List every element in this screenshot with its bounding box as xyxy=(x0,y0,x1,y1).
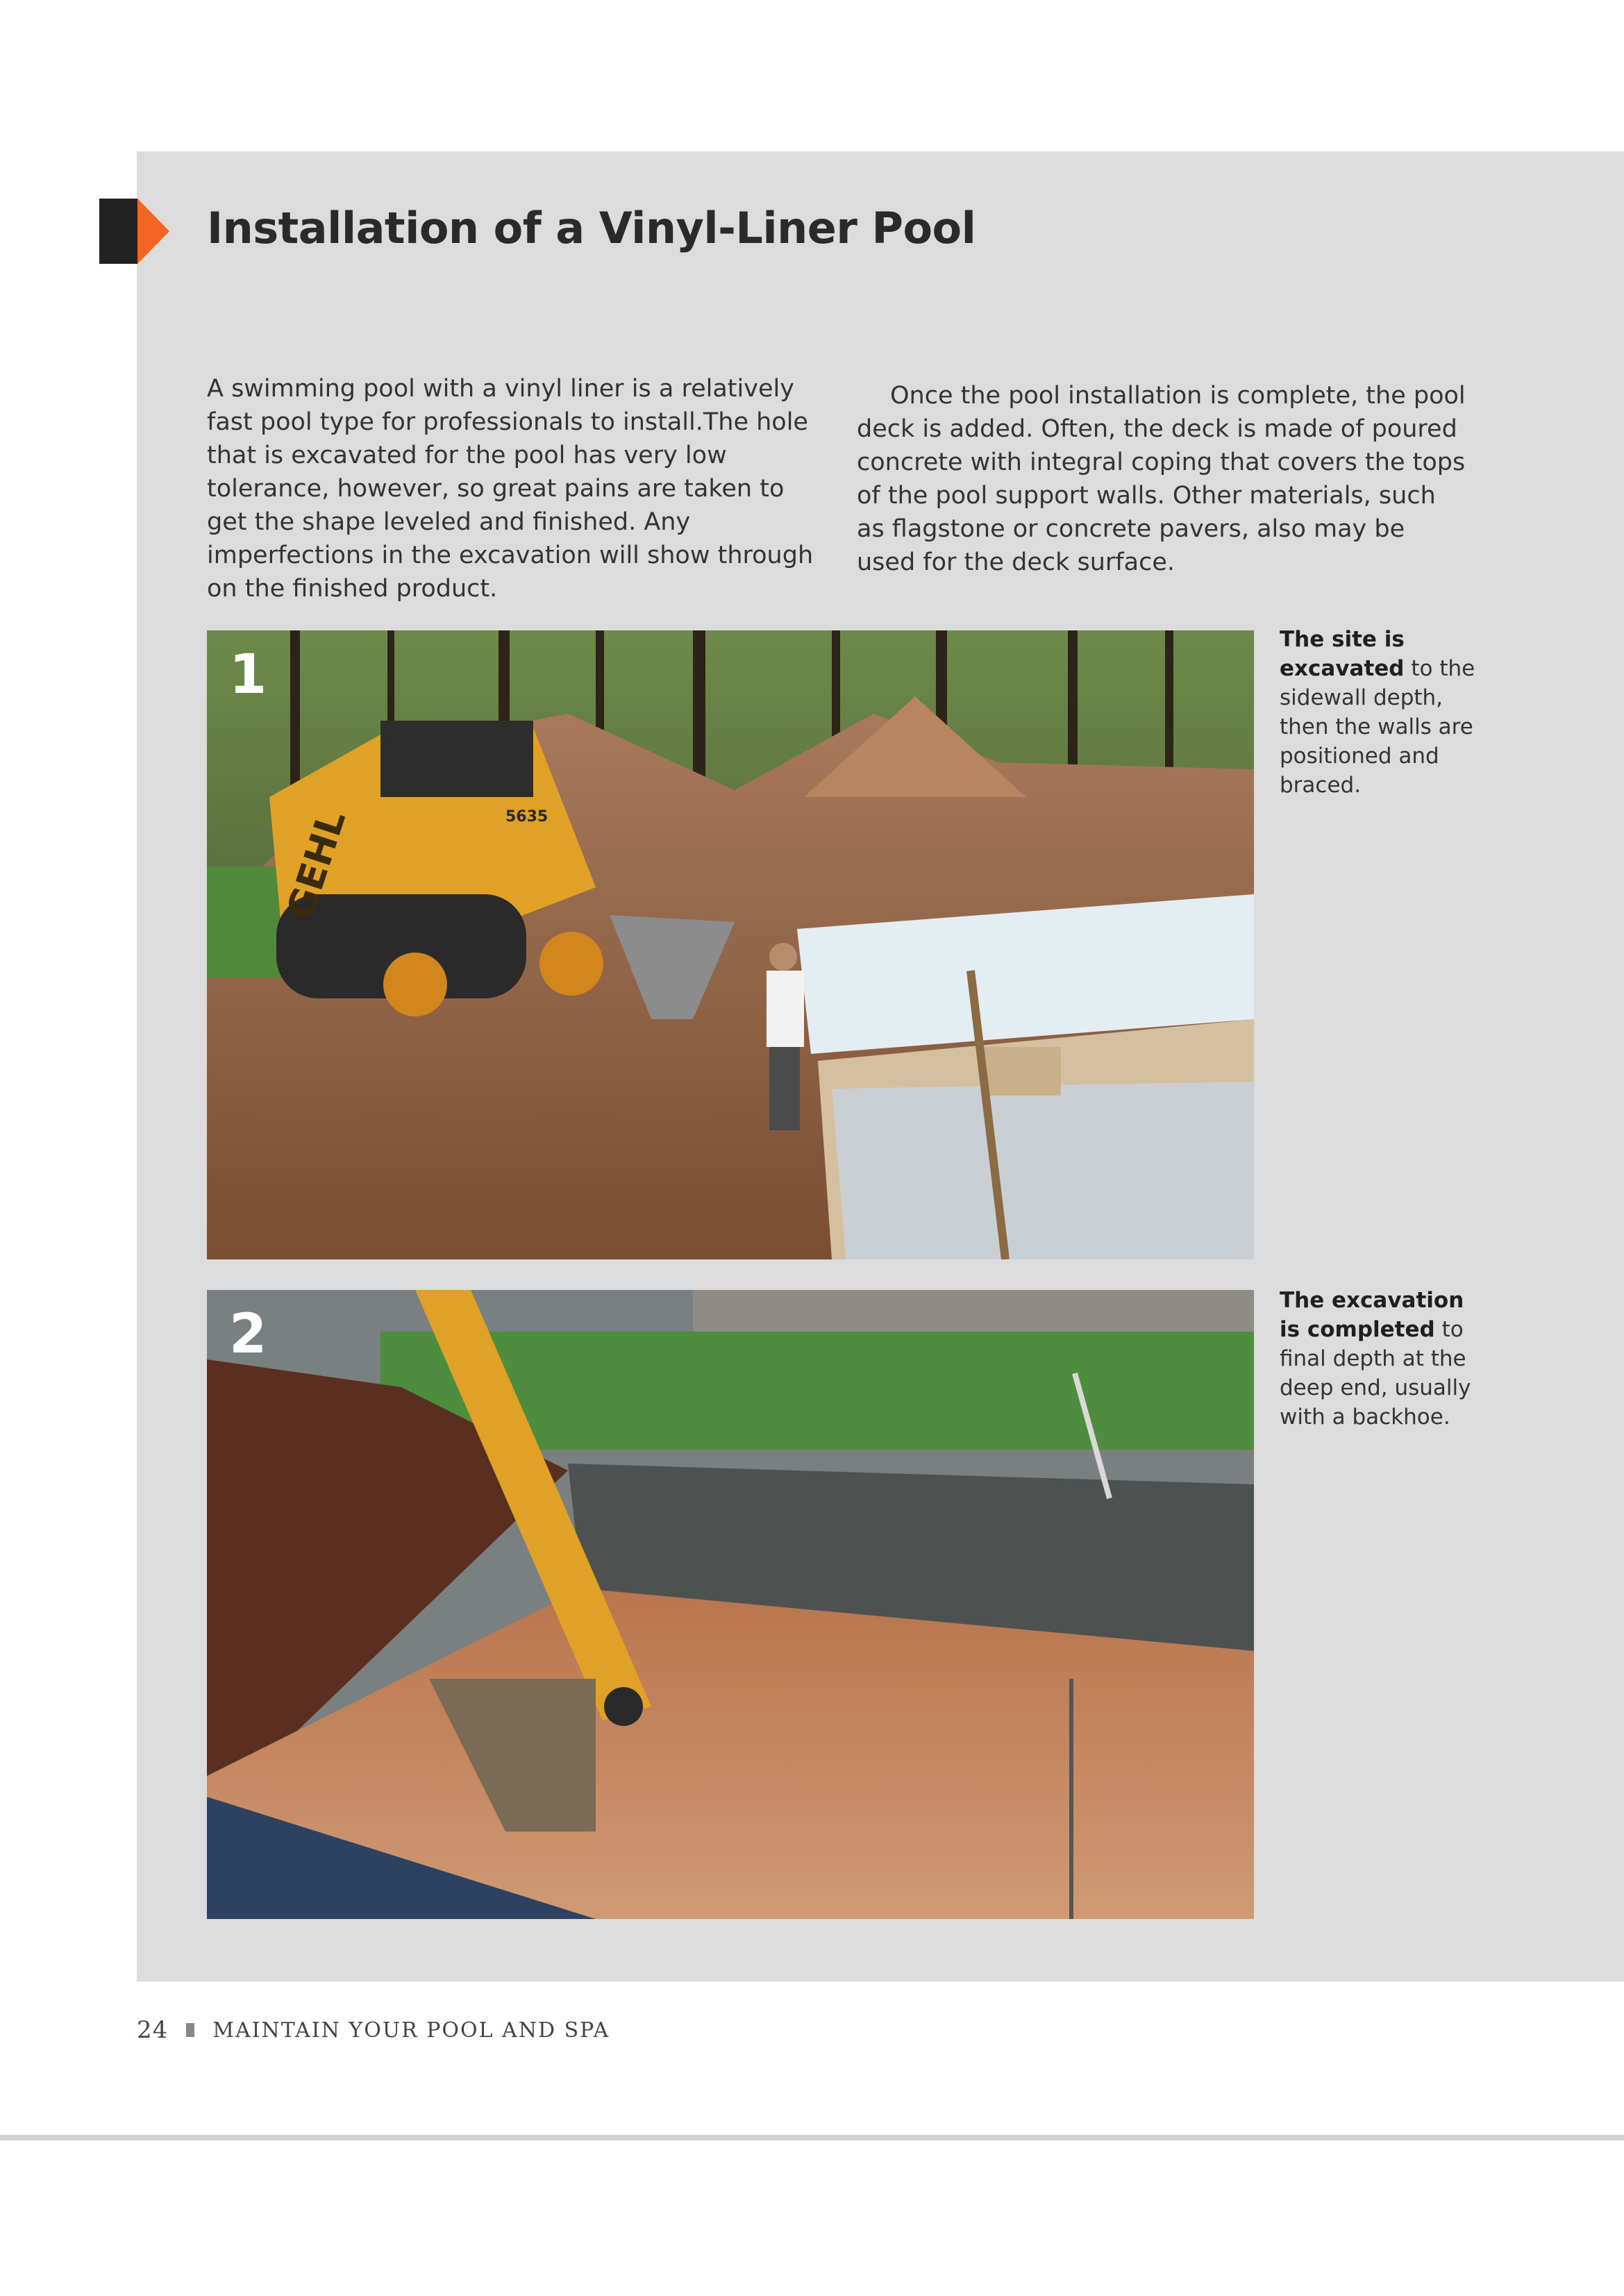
step-1-caption xyxy=(1280,625,1488,800)
intro-left-paragraph: A swimming pool with a vinyl liner is a relatively fast pool type for professionals to install.The hole that is excavated for the pool has very low tolerance, however, so great pains are taken to get the shape leveled and finished. Any imperfections in the excavation will show through on the finished product. xyxy=(207,375,814,603)
step-1-number: 1 xyxy=(229,644,267,706)
section-marker-icon xyxy=(99,199,169,264)
marker-arrow xyxy=(137,199,169,264)
page-footer xyxy=(137,2016,610,2044)
step-2-caption-bold: The excavation is completed xyxy=(1280,1288,1464,1342)
step-1-caption-text: to the sidewall depth, then the walls are positioned and braced. xyxy=(1280,656,1475,798)
step-2-photo xyxy=(207,1290,1254,1919)
footer-section-title: MAINTAIN YOUR POOL AND SPA xyxy=(212,2018,610,2043)
step-1-photo xyxy=(207,630,1254,1259)
footer-separator-icon xyxy=(186,2023,194,2037)
step-2-number: 2 xyxy=(229,1303,267,1366)
step-1-illustration xyxy=(207,630,1254,1259)
machine-model-label: 5635 xyxy=(505,808,549,826)
pool-walls xyxy=(797,894,1254,1259)
step-2-caption-text: to final depth at the deep end, usually with a backhoe. xyxy=(1280,1317,1471,1430)
step-1-caption-bold: The site is excavated xyxy=(1280,627,1405,681)
worker-figure xyxy=(767,943,804,1130)
marker-block xyxy=(99,199,137,264)
bottom-divider xyxy=(0,2135,1624,2140)
intro-right-paragraph: Once the pool installation is complete, the pool deck is added. Often, the deck is made of poured concrete with integral coping that covers the tops of the pool support walls. Other materials, such as flagstone or concrete pavers, also may be used for the deck surface. xyxy=(857,382,1466,576)
step-2-illustration xyxy=(207,1290,1254,1919)
page-title: Installation of a Vinyl-Liner Pool xyxy=(207,203,976,253)
machine-brand-label: GEHL xyxy=(278,805,355,925)
step-2-caption xyxy=(1280,1286,1488,1432)
page-number: 24 xyxy=(137,2016,169,2044)
